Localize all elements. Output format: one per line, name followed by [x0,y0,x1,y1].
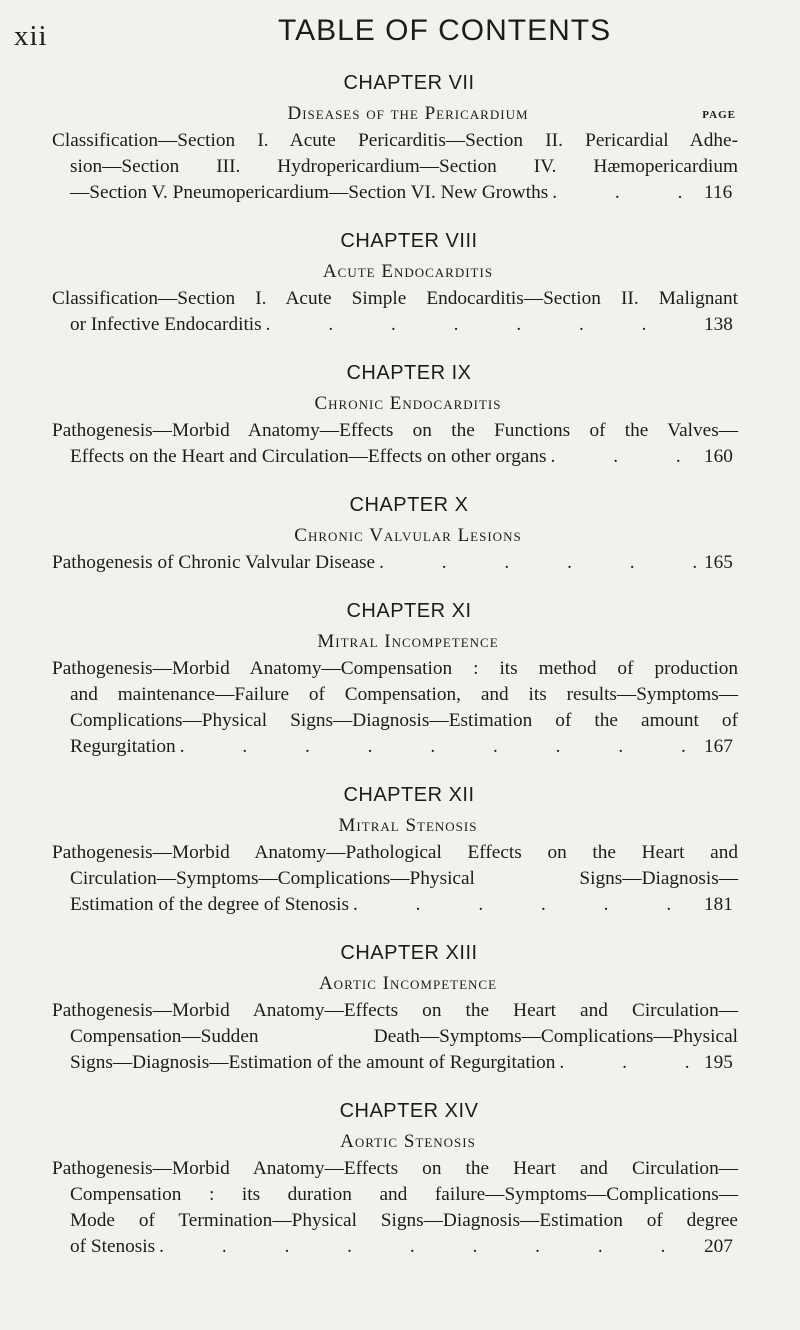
contents-line: Mode of Termination—Physical Signs—Diagnosis—Estimation of degree [70,1210,738,1231]
dot-leader [548,180,704,206]
contents-line-text: Estimation of the degree of Stenosis [70,894,349,915]
chapter-title-row [0,522,800,550]
page-reference: 160 [704,446,733,467]
contents-line: Compensation : its duration and failure—Symptoms—Complications— [70,1184,738,1205]
contents-line [52,180,738,206]
chapter-title: Aortic Incompetence [318,973,498,994]
chapter-number: CHAPTER XIV [339,1100,479,1122]
contents-line-text: of Stenosis [70,1236,156,1257]
chapter-entry [0,360,800,470]
chapter-entry [0,782,800,918]
chapter-number: CHAPTER IX [346,362,472,384]
contents-line: Circulation—Symptoms—Complications—Physical Signs—Diagnosis— [70,868,738,889]
page-reference: 165 [704,552,733,573]
contents-line: Pathogenesis—Morbid Anatomy—Effects on the Functions of the Valves— [52,420,738,441]
chapter-entry [0,1098,800,1260]
contents-line-text: Effects on the Heart and Circulation—Effects on other organs [70,446,547,467]
chapter-entry [0,940,800,1076]
chapter-number: CHAPTER XII [343,784,475,806]
chapter-contents [52,286,738,338]
contents-line: Pathogenesis—Morbid Anatomy—Effects on the Heart and Circulation— [52,1158,738,1179]
chapter-contents [52,998,738,1076]
chapter-number: CHAPTER XIII [340,942,478,964]
chapter-title: Mitral Incompetence [317,631,499,652]
chapter-title: Diseases of the Pericardium [287,103,529,124]
chapter-contents [52,128,738,206]
contents-line: Complications—Physical Signs—Diagnosis—Estimation of the amount of [70,710,738,731]
contents-line: sion—Section III. Hydropericardium—Section IV. Hæmopericardium [70,156,738,177]
contents-line-text: Pathogenesis of Chronic Valvular Disease [52,552,376,573]
dot-leader [176,734,704,760]
contents-line [52,1050,738,1076]
contents-line-text: —Section V. Pneumopericardium—Section VI. New Growths [70,182,549,203]
chapter-title-row [0,258,800,286]
chapter-contents [52,418,738,470]
chapter-contents [52,550,738,576]
page-reference: 207 [704,1236,733,1257]
page-reference: 138 [704,314,733,335]
dot-leader [262,312,704,338]
chapter-title: Chronic Endocarditis [314,393,502,414]
contents-line: Classification—Section I. Acute Simple Endocarditis—Section II. Malignant [52,288,738,309]
contents-line-text: Signs—Diagnosis—Estimation of the amount of Regurgitation [70,1052,556,1073]
chapter-number: CHAPTER VII [343,72,475,94]
chapter-number: CHAPTER XI [346,600,472,622]
dot-leader [349,892,704,918]
contents-line: and maintenance—Failure of Compensation, and its results—Symptoms— [70,684,738,705]
contents-line: Pathogenesis—Morbid Anatomy—Compensation : its method of production [52,658,738,679]
contents-line: Pathogenesis—Morbid Anatomy—Pathological Effects on the Heart and [52,842,738,863]
contents-line [52,444,738,470]
contents-line [52,734,738,760]
chapter-contents [52,1156,738,1260]
contents-line: Compensation—Sudden Death—Symptoms—Complications—Physical [70,1026,738,1047]
contents-line [52,550,738,576]
contents-line [52,1234,738,1260]
contents-line: Pathogenesis—Morbid Anatomy—Effects on the Heart and Circulation— [52,1000,738,1021]
page-reference: 116 [704,182,733,203]
chapter-entry [0,228,800,338]
contents-line-text: Regurgitation [70,736,176,757]
chapter-title-row [0,100,800,128]
page-reference: 181 [704,894,733,915]
page-title: TABLE OF CONTENTS [278,14,612,47]
page-reference: 167 [704,736,733,757]
chapter-number: CHAPTER VIII [340,230,478,252]
contents-line: Classification—Section I. Acute Pericarditis—Section II. Pericardial Adhe- [52,130,738,151]
chapter-title: Acute Endocarditis [322,261,494,282]
chapter-number: CHAPTER X [349,494,469,516]
chapter-title-row [0,1128,800,1156]
chapter-title: Chronic Valvular Lesions [294,525,522,546]
dot-leader [375,550,704,576]
dot-leader [547,444,704,470]
running-head [0,14,800,54]
chapter-title-row [0,812,800,840]
page-number: xii [14,20,48,52]
chapter-title-row [0,390,800,418]
chapter-title-row [0,628,800,656]
chapter-title: Aortic Stenosis [340,1131,476,1152]
page-reference: 195 [704,1052,733,1073]
contents-line [52,312,738,338]
chapter-entry [0,70,800,206]
chapter-title: Mitral Stenosis [338,815,478,836]
contents-line [52,892,738,918]
dot-leader [555,1050,704,1076]
contents-line-text: or Infective Endocarditis [70,314,262,335]
table-of-contents [0,70,800,1282]
chapter-title-row [0,970,800,998]
chapter-contents [52,656,738,760]
chapter-entry [0,598,800,760]
chapter-entry [0,492,800,576]
dot-leader [155,1234,704,1260]
chapter-contents [52,840,738,918]
page-column-label: PAGE [702,109,736,121]
